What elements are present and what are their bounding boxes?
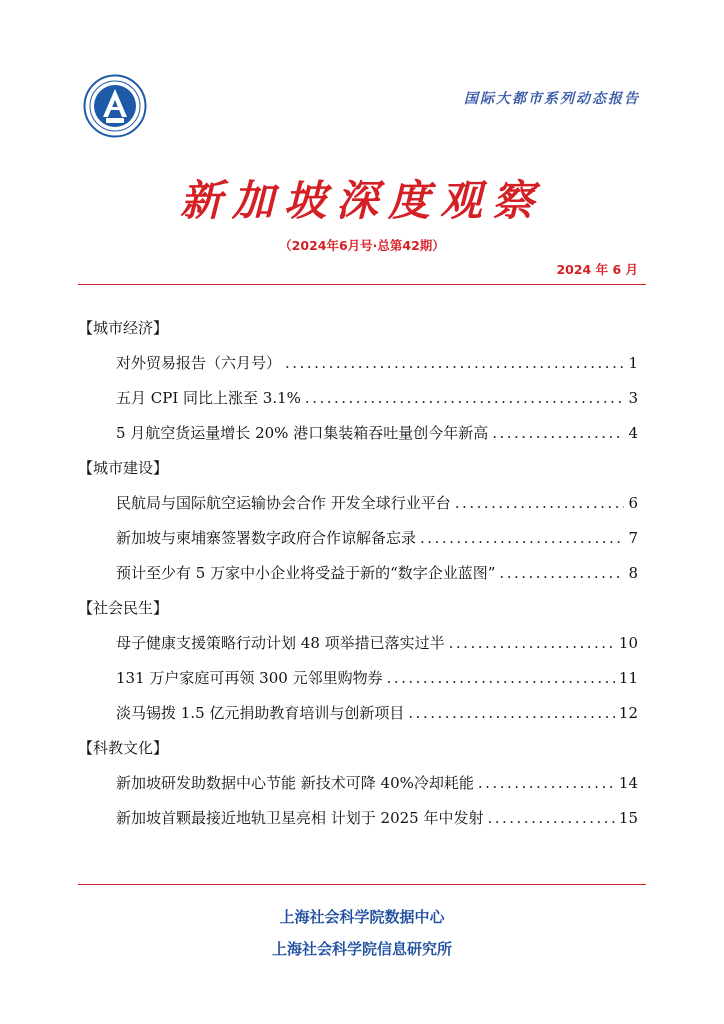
toc-entry-title: 新加坡与柬埔寨签署数字政府合作谅解备忘录 bbox=[116, 529, 417, 547]
toc-entry[interactable] bbox=[78, 521, 638, 556]
toc-entry-title: 民航局与国际航空运输协会合作 开发全球行业平台 bbox=[116, 494, 451, 512]
publisher-data-center: 上海社会科学院数据中心 bbox=[279, 908, 445, 926]
toc-dot-leader bbox=[305, 381, 625, 416]
footer-divider bbox=[78, 884, 646, 885]
toc-dot-leader bbox=[408, 696, 615, 731]
publisher-information-institute: 上海社会科学院信息研究所 bbox=[271, 940, 452, 958]
toc-entry-title: 淡马锡拨 1.5 亿元捐助教育培训与创新项目 bbox=[116, 704, 405, 722]
toc-dot-leader bbox=[478, 766, 615, 801]
toc-entry-title: 新加坡研发助数据中心节能 新技术可降 40%冷却耗能 bbox=[116, 774, 474, 792]
issue-number: （2024年6月号·总第42期） bbox=[279, 238, 445, 253]
toc-page-number: 4 bbox=[628, 424, 638, 442]
toc-entry[interactable] bbox=[78, 416, 638, 451]
toc-entry-title: 对外贸易报告（六月号） bbox=[116, 354, 282, 372]
toc-entry-title: 母子健康支援策略行动计划 48 项举措已落实过半 bbox=[116, 634, 445, 652]
issue-date: 2024 年 6 月 bbox=[556, 262, 638, 277]
toc-page-number: 1 bbox=[628, 354, 638, 372]
toc-entry[interactable] bbox=[78, 486, 638, 521]
toc-dot-leader bbox=[285, 346, 624, 381]
toc-dot-leader bbox=[449, 626, 615, 661]
toc-page-number: 8 bbox=[628, 564, 638, 582]
report-series-label: 国际大都市系列动态报告 bbox=[464, 91, 640, 107]
toc-dot-leader bbox=[387, 661, 615, 696]
toc-dot-leader bbox=[487, 801, 614, 836]
toc-page-number: 11 bbox=[618, 669, 638, 687]
toc-dot-leader bbox=[455, 486, 625, 521]
toc-section-title: 【科教文化】 bbox=[78, 739, 169, 757]
toc-entry-title: 5 月航空货运量增长 20% 港口集装箱吞吐量创今年新高 bbox=[116, 424, 489, 442]
toc-page-number: 10 bbox=[618, 634, 638, 652]
toc-page-number: 15 bbox=[618, 809, 638, 827]
toc-entry-title: 131 万户家庭可再领 300 元邻里购物券 bbox=[116, 669, 383, 687]
toc-entry[interactable] bbox=[78, 696, 638, 731]
toc-entry[interactable] bbox=[78, 661, 638, 696]
toc-section-title: 【城市建设】 bbox=[78, 459, 169, 477]
toc-dot-leader bbox=[420, 521, 624, 556]
toc-entry[interactable] bbox=[78, 346, 638, 381]
toc-entry[interactable] bbox=[78, 626, 638, 661]
toc-section-title: 【社会民生】 bbox=[78, 599, 169, 617]
toc-dot-leader bbox=[499, 556, 624, 591]
header-divider bbox=[78, 284, 646, 285]
toc-entry-title: 预计至少有 5 万家中小企业将受益于新的“数字企业蓝图” bbox=[116, 564, 496, 582]
toc-page-number: 7 bbox=[628, 529, 638, 547]
toc-page-number: 14 bbox=[618, 774, 638, 792]
publication-title: 新加坡深度观察 bbox=[179, 176, 544, 225]
toc-entry-title: 五月 CPI 同比上涨至 3.1% bbox=[116, 389, 301, 407]
toc-dot-leader bbox=[492, 416, 624, 451]
toc-section-title: 【城市经济】 bbox=[78, 319, 169, 337]
academy-seal-icon bbox=[83, 74, 147, 138]
toc-page-number: 3 bbox=[628, 389, 638, 407]
toc-entry[interactable] bbox=[78, 801, 638, 836]
toc-entry[interactable] bbox=[78, 381, 638, 416]
toc-entry-title: 新加坡首颗最接近地轨卫星亮相 计划于 2025 年中发射 bbox=[116, 809, 484, 827]
toc-page-number: 12 bbox=[618, 704, 638, 722]
table-of-contents bbox=[78, 311, 638, 836]
toc-entry[interactable] bbox=[78, 766, 638, 801]
toc-page-number: 6 bbox=[628, 494, 638, 512]
toc-entry[interactable] bbox=[78, 556, 638, 591]
